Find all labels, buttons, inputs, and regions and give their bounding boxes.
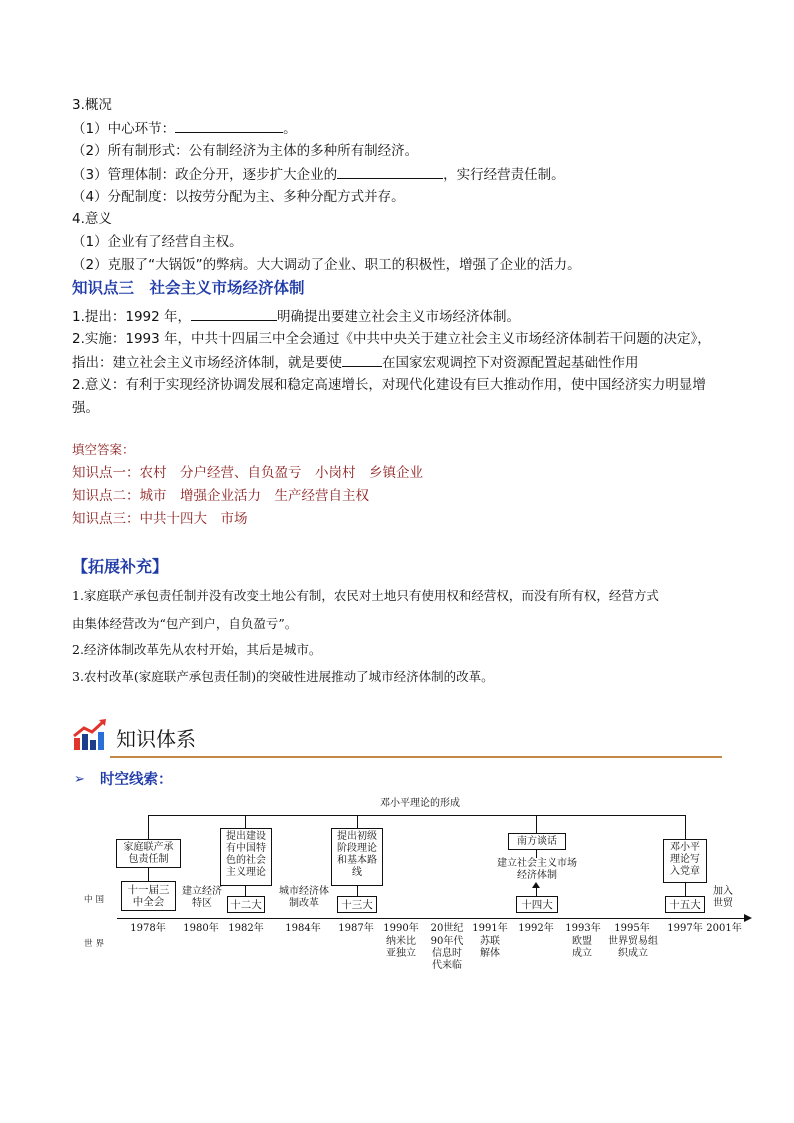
event-box: 提出初级阶段理论和基本路线 — [331, 828, 383, 886]
chart-growth-icon — [72, 718, 108, 752]
point3-line1: 1.提出：1992 年， 明确提出要建立社会主义市场经济体制。 — [72, 306, 520, 327]
answers-line1: 知识点一：农村 分户经营、自负盈亏 小岗村 乡镇企业 — [72, 465, 423, 481]
extension-line4: 3.农村改革(家庭联产承包责任制)的突破性进展推动了城市经济体制的改革。 — [72, 669, 494, 684]
overview-heading: 3.概况 — [72, 97, 112, 113]
overview-item-1: （1）中心环节： 。 — [72, 118, 297, 139]
year-label: 2001年 — [706, 923, 742, 934]
congress-box: 十一届三中全会 — [121, 881, 176, 911]
event-box: 家庭联产承包责任制 — [116, 839, 181, 868]
system-subtitle: 时空线索： — [100, 772, 173, 788]
event-2001: 加入世贸 — [713, 886, 733, 909]
answers-line2: 知识点二：城市 增强企业活力 生产经营自主权 — [72, 488, 369, 504]
bracket-tick — [536, 815, 537, 833]
overview-item-4: （4）分配制度：以按劳分配为主、多种分配方式并存。 — [72, 189, 405, 205]
fill-blank[interactable] — [191, 306, 277, 321]
point3-line4: 2.意义：有利于实现经济协调发展和稳定高速增长，对现代化建设有巨大推动作用，使中国经济实力明显增 — [72, 377, 706, 393]
significance-item-1: （1）企业有了经营自主权。 — [72, 234, 243, 250]
bracket-tick — [245, 815, 246, 828]
bracket-tick — [357, 815, 358, 828]
significance-heading: 4.意义 — [72, 211, 112, 227]
world-event: 欧盟成立 — [572, 936, 592, 959]
extension-line2: 由集体经营改为“包产到户，自负盈亏”。 — [72, 616, 298, 631]
year-label: 1991年 — [472, 923, 508, 934]
bracket-line — [148, 815, 686, 816]
event-1992-mid: 建立社会主义市场经济体制 — [497, 858, 577, 881]
bracket-tick — [685, 815, 686, 839]
year-label: 1990年 — [383, 923, 419, 934]
congress-box: 十五大 — [665, 896, 705, 913]
connector — [685, 883, 686, 896]
fill-blank[interactable] — [175, 118, 283, 133]
year-label: 1992年 — [518, 923, 554, 934]
world-event: 苏联解体 — [480, 936, 500, 959]
answers-heading: 填空答案： — [72, 442, 135, 457]
year-label: 1984年 — [285, 923, 321, 934]
connector — [357, 886, 358, 896]
year-label: 1997年 — [667, 923, 703, 934]
point3-title: 知识点三 社会主义市场经济体制 — [72, 279, 305, 297]
connector — [536, 850, 537, 858]
extension-line3: 2.经济体制改革先从农村开始，其后是城市。 — [72, 642, 322, 657]
year-label: 1978年 — [130, 923, 166, 934]
year-label: 1980年 — [183, 923, 219, 934]
world-event: 纳米比亚独立 — [386, 936, 416, 959]
fill-blank[interactable] — [337, 164, 443, 179]
system-title: 知识体系 — [116, 727, 196, 751]
significance-item-2: （2）克服了“大锅饭”的弊病。大大调动了企业、职工的积极性，增强了企业的活力。 — [72, 257, 581, 273]
congress-box: 十四大 — [516, 896, 558, 913]
extension-heading: 【拓展补充】 — [72, 557, 169, 576]
row-china-label: 中国 — [84, 895, 108, 905]
event-box: 南方谈话 — [508, 833, 566, 850]
connector — [148, 868, 149, 881]
event-box: 提出建设有中国特色的社会主义理论 — [220, 828, 272, 886]
fill-blank[interactable] — [342, 352, 382, 367]
year-label: 1982年 — [228, 923, 264, 934]
overview-item-3: （3）管理体制：政企分开，逐步扩大企业的 ，实行经营责任制。 — [72, 164, 565, 185]
point3-line5: 强。 — [72, 400, 99, 416]
arrow-marker-icon: ➢ — [74, 772, 85, 787]
axis-arrow-icon — [744, 914, 752, 922]
timeline-top-label: 邓小平理论的形成 — [380, 798, 460, 809]
congress-box: 十三大 — [337, 896, 377, 913]
event-1980: 建立经济特区 — [182, 886, 222, 909]
event-box: 邓小平理论写入党章 — [663, 839, 707, 883]
arrow-up-icon — [532, 882, 540, 888]
section-divider — [110, 756, 722, 758]
extension-line1: 1.家庭联产承包责任制并没有改变土地公有制，农民对土地只有使用权和经营权，而没有所有权，经营方式 — [72, 588, 659, 603]
overview-item-2: （2）所有制形式：公有制经济为主体的多种所有制经济。 — [72, 143, 419, 159]
world-event: 90年代信息时代来临 — [430, 936, 464, 971]
connector — [245, 886, 246, 896]
timeline-axis — [117, 918, 745, 919]
point3-line3: 指出：建立社会主义市场经济体制，就是要使 在国家宏观调控下对资源配置起基础性作用 — [72, 352, 639, 373]
answers-line3: 知识点三：中共十四大 市场 — [72, 511, 248, 527]
point3-line2: 2.实施：1993 年，中共十四届三中全会通过《中共中央关于建立社会主义市场经济体制若干问题的决定》， — [72, 331, 711, 347]
row-world-label: 世界 — [84, 939, 108, 949]
year-label: 20世纪 — [430, 923, 464, 934]
year-label: 1995年 — [614, 923, 650, 934]
event-1984: 城市经济体制改革 — [279, 886, 329, 909]
bracket-tick — [148, 815, 149, 839]
world-event: 世界贸易组织成立 — [608, 936, 658, 959]
year-label: 1993年 — [565, 923, 601, 934]
congress-box: 十二大 — [227, 896, 265, 913]
year-label: 1987年 — [338, 923, 374, 934]
